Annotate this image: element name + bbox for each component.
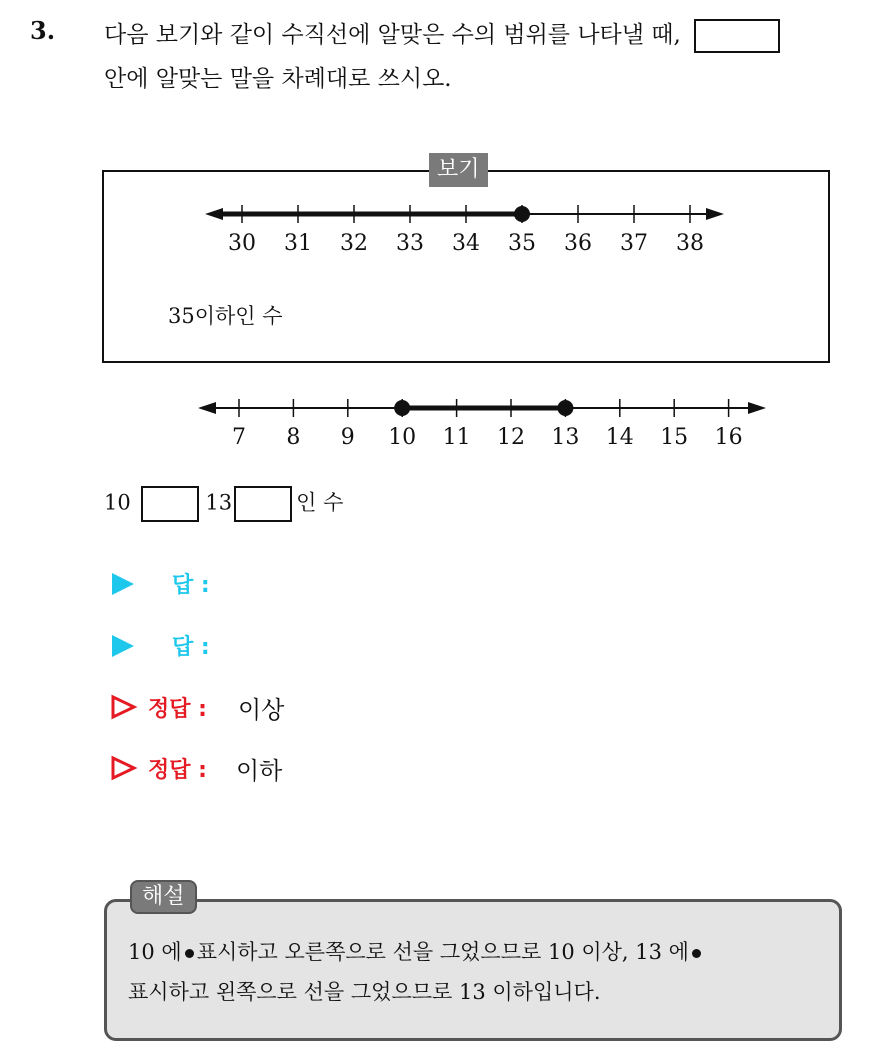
question-text-1: 다음 보기와 같이 수직선에 알맞은 수의 범위를 나타낼 때,	[104, 22, 681, 48]
filled-dot-icon	[692, 949, 701, 958]
answer-blank-1[interactable]	[141, 486, 199, 522]
problem-tick-label: 11	[442, 425, 471, 450]
example-tag: 보기	[429, 153, 488, 187]
problem-tick-label: 9	[340, 425, 355, 450]
example-tick-label: 34	[452, 231, 480, 256]
right-arrow-icon	[706, 208, 724, 220]
example-tick-label: 33	[396, 231, 424, 256]
answer-arrow-icon	[112, 635, 134, 657]
explanation-text	[128, 932, 828, 1012]
question-number: 3.	[30, 16, 56, 45]
problem-tick-label: 10	[388, 425, 417, 450]
explanation-part-1: 10 에	[128, 940, 182, 964]
example-tick-label: 31	[284, 231, 312, 256]
example-tick-label: 32	[340, 231, 368, 256]
fill-end-text: 인 수	[296, 490, 344, 515]
problem-number-line	[198, 399, 766, 450]
example-tick-label: 35	[508, 231, 536, 256]
example-tick-label: 37	[620, 231, 648, 256]
problem-endpoint-dot	[394, 400, 410, 416]
example-number-line	[205, 205, 724, 256]
problem-tick-label: 12	[497, 425, 525, 450]
left-arrow-icon	[198, 402, 216, 414]
explanation-tag: 해설	[130, 880, 197, 914]
question-text-2: 안에 알맞는 말을 차례대로 쓰시오.	[104, 66, 452, 92]
correct-label-1: 정답 :	[148, 697, 207, 722]
explanation-part-3: 표시하고 왼쪽으로 선을 그었으므로 13 이하입니다.	[128, 980, 601, 1004]
problem-tick-label: 13	[551, 425, 580, 450]
problem-endpoint-dot	[557, 400, 573, 416]
example-endpoint-dot	[514, 206, 530, 222]
answer-label-1: 답 :	[172, 573, 210, 598]
problem-tick-label: 7	[232, 425, 246, 450]
example-tick-label: 30	[228, 231, 256, 256]
fill-in-line	[104, 486, 343, 522]
answer-label-2: 답 :	[172, 635, 210, 660]
example-caption: 35이하인 수	[168, 304, 283, 328]
problem-tick-label: 14	[605, 425, 634, 450]
problem-tick-label: 15	[660, 425, 689, 450]
answer-blank-2[interactable]	[234, 486, 292, 522]
example-tick-label: 38	[676, 231, 704, 256]
correct-arrow-icon	[110, 694, 138, 720]
explanation-part-2: 표시하고 오른쪽으로 선을 그었으므로 10 이상, 13 에	[196, 940, 689, 964]
right-arrow-icon	[748, 402, 766, 414]
answer-arrow-icon	[112, 573, 134, 595]
correct-label-2: 정답 :	[148, 758, 207, 783]
correct-arrow-icon	[110, 755, 138, 781]
problem-tick-label: 16	[714, 425, 743, 450]
fill-start-value: 10	[104, 490, 131, 515]
correct-value-1: 이상	[238, 696, 285, 724]
fill-mid-value: 13	[205, 490, 233, 515]
problem-tick-label: 8	[286, 425, 301, 450]
example-tick-label: 36	[564, 231, 592, 256]
filled-dot-icon	[185, 949, 194, 958]
correct-value-2: 이하	[236, 757, 283, 785]
